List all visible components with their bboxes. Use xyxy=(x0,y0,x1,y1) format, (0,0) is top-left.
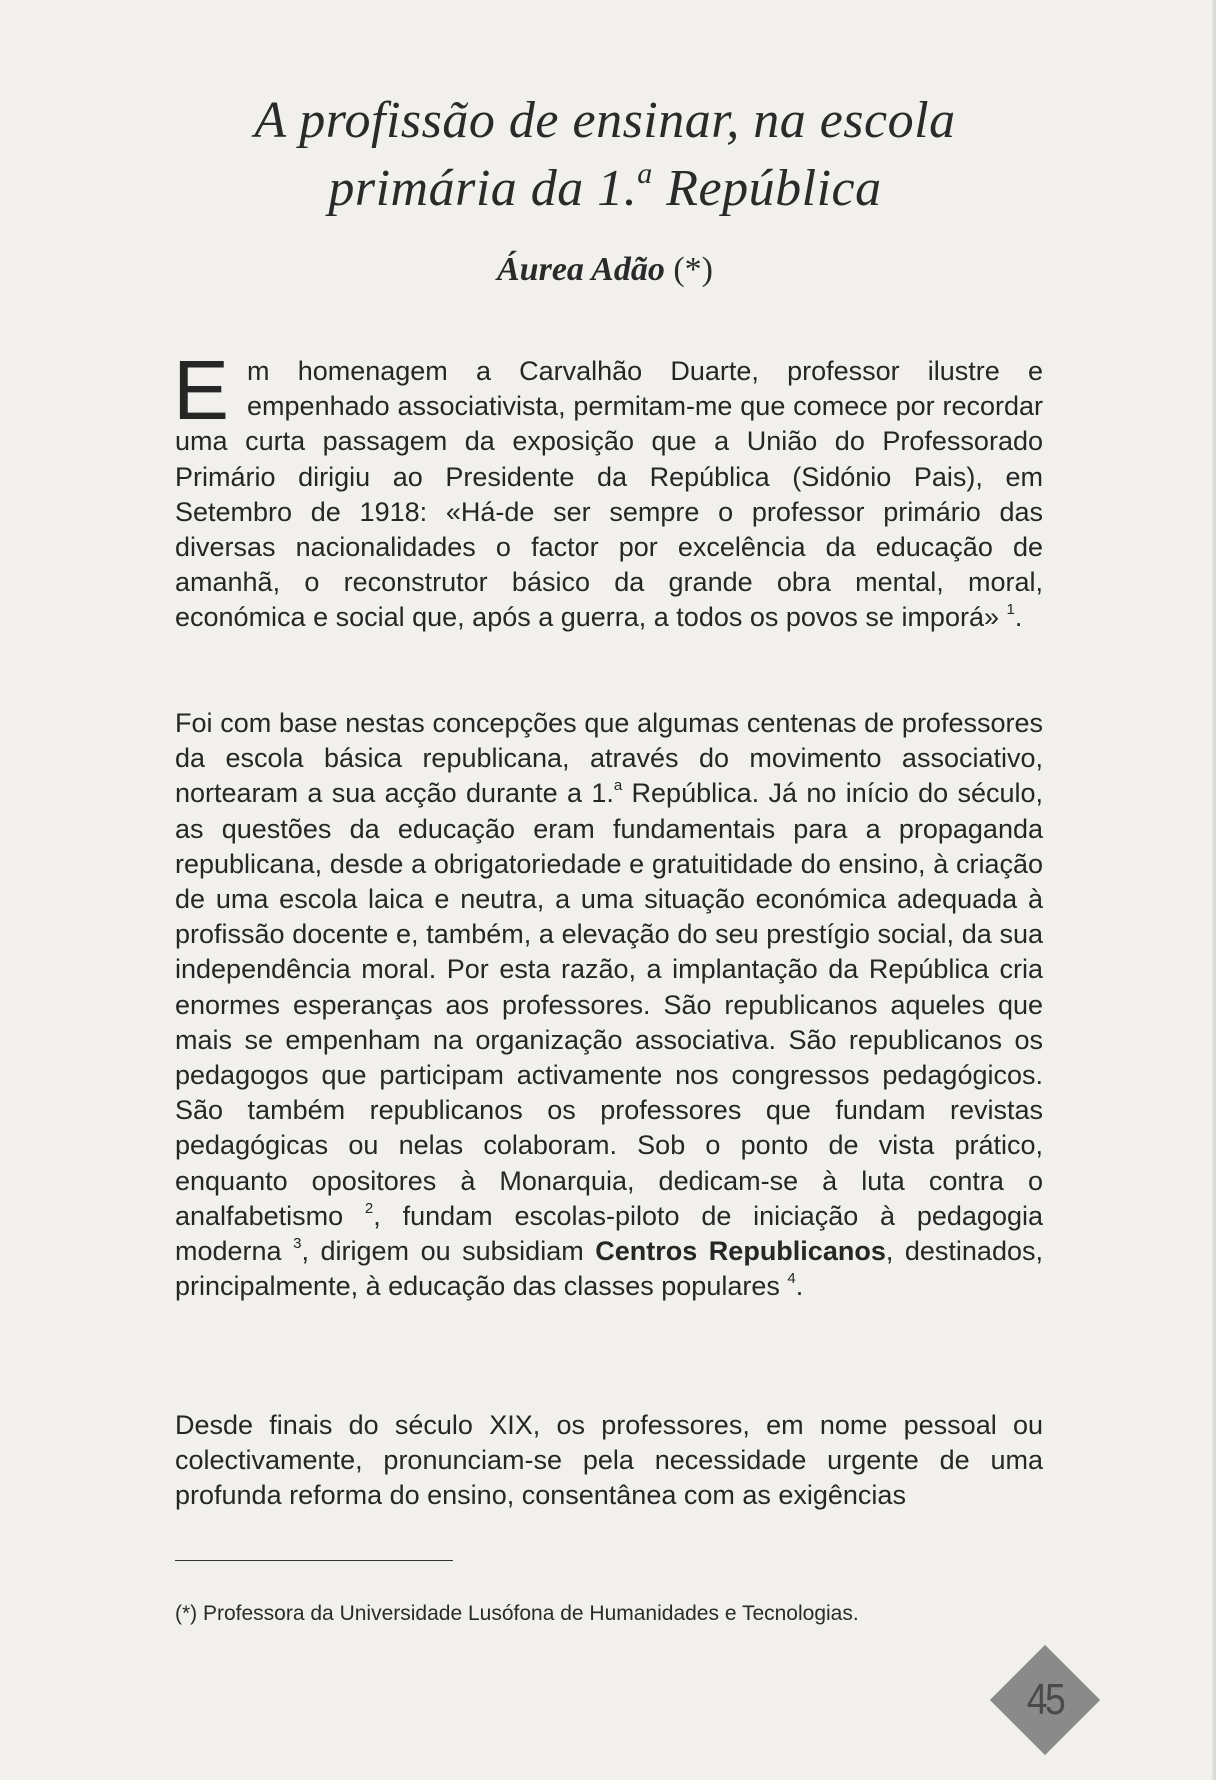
footnote-ref-3[interactable]: 3 xyxy=(293,1235,302,1253)
author-name: Áurea Adão xyxy=(497,251,665,288)
page-edge xyxy=(1212,0,1216,1780)
paragraph-3: Desde finais do século XIX, os professores, em nome pessoal ou colectivamente, pronunciam-se pela necessidade urgente de uma profunda reforma do ensino, consentânea com as exigências xyxy=(175,1410,1043,1511)
footnote-ref-4[interactable]: 4 xyxy=(787,1270,796,1288)
footnote-ref-1[interactable]: 1 xyxy=(1006,601,1015,619)
bold-term: Centros Republicanos xyxy=(595,1236,886,1267)
article-title-line-2 xyxy=(150,156,1060,222)
article-title-line-1: A profissão de ensinar, na escola xyxy=(254,92,956,149)
paragraph-2-seg-4: , dirigem ou subsidiam xyxy=(301,1236,596,1267)
paragraph-1-end: . xyxy=(1014,602,1023,633)
paragraph-1 xyxy=(173,343,1043,636)
ordinal-superscript: a xyxy=(613,777,623,795)
paragraph-2-seg-5: , destinados, principalmente, à educação das classes populares xyxy=(175,1236,1043,1302)
title-line-2-prefix: primária da 1. xyxy=(328,160,638,217)
author-footnote-mark: (*) xyxy=(673,251,713,288)
paragraph-2-seg-1: Foi com base nestas concepções que algumas centenas de professores da escola básica republicana, através do movimento associativo, nortearam a sua acção durante a 1. xyxy=(175,708,1043,809)
paragraph-2-seg-2: República. Já no início do século, as questões da educação eram fundamentais para a propaganda republicana, desde a obrigatoriedade e gratuitidade do ensino, à criação de uma escola laica e neutra, a uma situação económica adequada à profissão docente e, também, a elevação do seu prestígio social, da sua independência moral. Por esta razão, a implantação da República cria enormes esperanças aos professores. São republicanos aqueles que mais se empenham na organização associativa. São republicanos os pedagogos que participam activamente nos congressos pedagógicos. São também republicanos os professores que fundam revistas pedagógicas ou nelas colaboram. Sob o ponto de vista prático, enquanto opositores à Monarquia, dedicam-se à luta contra o analfabetismo xyxy=(175,778,1043,1231)
page-number: 45 xyxy=(1026,1675,1064,1724)
author-byline xyxy=(150,248,1060,292)
title-ordinal-superscript: a xyxy=(637,157,653,190)
page-number-badge xyxy=(990,1645,1100,1755)
footnote-divider xyxy=(175,1560,453,1561)
footnote-ref-2[interactable]: 2 xyxy=(364,1199,374,1217)
title-line-2-suffix: República xyxy=(652,160,882,217)
paragraph-1-text: m homenagem a Carvalhão Duarte, professor ilustre e empenhado associativista, permitam-me que comece por recordar uma curta passagem da exposição que a União do Professorado Primário dirigiu ao Presidente da República (Sidónio Pais), em Setembro de 1918: «Há-de ser sempre o professor primário das diversas nacionalidades o factor por excelência da educação de amanhã, o reconstrutor básico da grande obra mental, moral, económica e social que, após a guerra, a todos os povos se imporá» xyxy=(175,356,1043,633)
paragraph-2 xyxy=(175,706,1043,1304)
drop-cap: E xyxy=(173,343,230,437)
paragraph-2-seg-3: , fundam escolas-piloto de iniciação à pedagogia moderna xyxy=(175,1200,1043,1267)
paragraph-2-end: . xyxy=(795,1271,804,1302)
author-footnote: (*) Professora da Universidade Lusófona de Humanidades e Tecnologias. xyxy=(175,1602,859,1625)
